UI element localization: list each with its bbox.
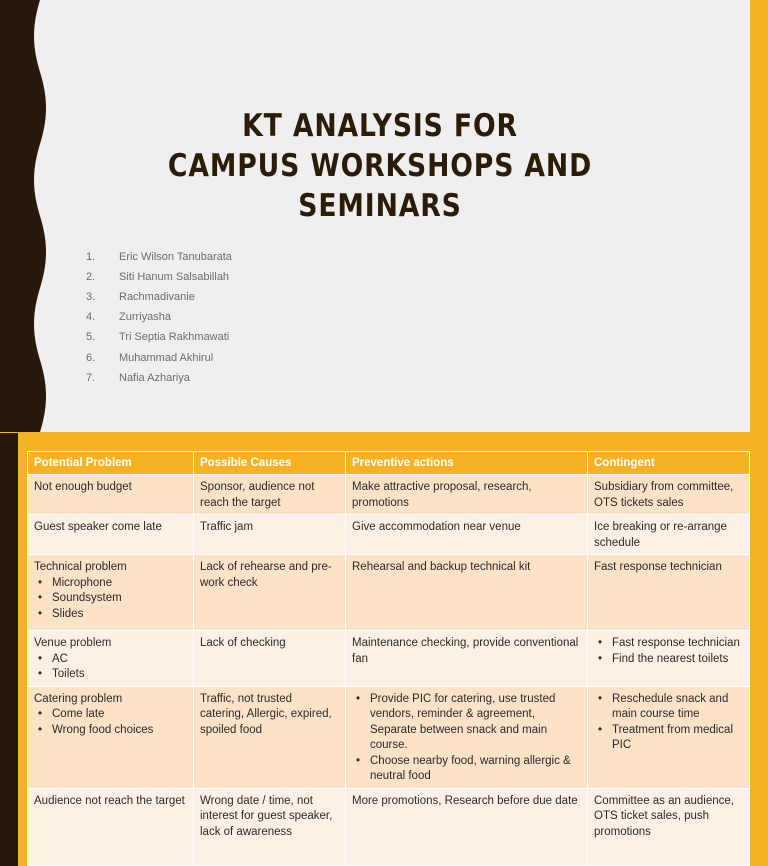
member-item: [86, 368, 232, 388]
member-name: Nafia Azhariya: [119, 371, 190, 384]
cell-possible-causes: Traffic jam: [194, 515, 346, 555]
cell-text: Venue problem: [34, 637, 112, 649]
cell-potential-problem: [28, 515, 194, 555]
cell-text: Catering problem: [34, 692, 123, 705]
member-item: [86, 267, 232, 287]
cell-possible-causes: Wrong date / time, not interest for guest speaker, lack of awareness: [194, 788, 346, 865]
bullet-item: • Treatment from medical PIC: [612, 723, 743, 754]
cell-bullet-list: [34, 707, 187, 738]
header-contingent: Contingent: [588, 452, 750, 475]
header-potential-problem: Potential Problem: [28, 452, 194, 475]
member-number: 4.: [86, 311, 96, 324]
cell-text: More promotions, Research before due date: [352, 794, 578, 807]
cell-preventive-actions: [346, 788, 588, 865]
cell-contingent: [588, 788, 750, 865]
table-row: [28, 686, 750, 788]
cell-potential-problem: [28, 788, 194, 865]
cell-preventive-actions: [346, 555, 588, 631]
cell-preventive-actions: [346, 686, 588, 788]
member-number: 2.: [86, 271, 96, 284]
member-name: Zurriyasha: [119, 311, 171, 324]
bullet-item: • Soundsystem: [52, 591, 187, 607]
member-item: [86, 307, 232, 327]
cell-text: Subsidiary from committee, OTS tickets sales: [594, 481, 734, 509]
cell-contingent: [588, 475, 750, 515]
member-name: Muhammad Akhirul: [119, 351, 214, 364]
member-number: 1.: [86, 251, 96, 264]
bullet-item: • Find the nearest toilets: [612, 652, 743, 668]
cell-possible-causes: Lack of checking: [194, 631, 346, 687]
member-number: 3.: [86, 291, 96, 304]
bullet-item: • Microphone: [52, 576, 187, 592]
cell-potential-problem: [28, 475, 194, 515]
bullet-item: • Provide PIC for catering, use trusted vendors, reminder & agreement, Separate between snack and main course.: [370, 692, 581, 754]
member-item: [86, 247, 232, 267]
cell-bullet-list: [352, 692, 581, 785]
cell-text: Audience not reach the target: [34, 794, 185, 807]
member-number: 7.: [86, 371, 96, 384]
member-item: [86, 287, 232, 307]
cell-potential-problem: [28, 631, 194, 687]
bullet-item: • Come late: [52, 707, 187, 723]
cell-potential-problem: [28, 555, 194, 631]
bullet-item: • Wrong food choices: [52, 723, 187, 739]
bullet-item: • AC: [52, 652, 187, 668]
kt-analysis-table: [27, 451, 750, 866]
cell-text: Technical problem: [34, 561, 127, 573]
member-item: [86, 327, 232, 347]
cell-text: Give accommodation near venue: [352, 521, 521, 533]
table-row: [28, 515, 750, 555]
bullet-item: • Reschedule snack and main course time: [612, 692, 743, 723]
cell-text: Not enough budget: [34, 481, 132, 493]
cell-contingent: [588, 555, 750, 631]
bullet-item: • Slides: [52, 607, 187, 623]
member-name: Siti Hanum Salsabillah: [119, 271, 230, 284]
member-number: 6.: [86, 351, 96, 364]
cell-bullet-list: [594, 692, 743, 754]
member-number: 5.: [86, 331, 96, 344]
kt-analysis-table-slide: [0, 433, 768, 866]
cell-text: Make attractive proposal, research, promotions: [352, 481, 532, 509]
member-name: Tri Septia Rakhmawati: [119, 331, 230, 344]
cell-contingent: [588, 686, 750, 788]
cell-text: Ice breaking or re-arrange schedule: [594, 521, 727, 549]
cell-preventive-actions: [346, 631, 588, 687]
table-header-row: [28, 452, 750, 475]
bullet-item: • Choose nearby food, warning allergic & neutral food: [370, 754, 581, 785]
cell-text: Fast response technician: [594, 561, 722, 573]
bullet-item: • Fast response technician: [612, 636, 743, 652]
table-row: [28, 555, 750, 631]
cell-bullet-list: [594, 636, 743, 667]
cell-possible-causes: Traffic, not trusted catering, Allergic, expired, spoiled food: [194, 686, 346, 788]
cell-text: Committee as an audience, OTS ticket sales, push promotions: [594, 794, 734, 838]
title-line-2: CAMPUS WORKSHOPS AND SEMINARS: [167, 148, 593, 224]
cell-bullet-list: [34, 576, 187, 623]
slide-title: [105, 106, 655, 226]
title-slide: [0, 0, 768, 432]
member-name: Eric Wilson Tanubarata: [119, 251, 232, 264]
cell-preventive-actions: [346, 475, 588, 515]
table-row: [28, 631, 750, 687]
wavy-left-border: [0, 0, 70, 432]
member-list: [86, 247, 232, 388]
cell-contingent: [588, 515, 750, 555]
table-body: [28, 475, 750, 866]
cell-bullet-list: [34, 652, 187, 683]
cell-text: Maintenance checking, provide conventional fan: [352, 637, 579, 665]
cell-contingent: [588, 631, 750, 687]
header-possible-causes: Possible Causes: [194, 452, 346, 475]
cell-potential-problem: [28, 686, 194, 788]
cell-possible-causes: Sponsor, audience not reach the target: [194, 475, 346, 515]
table-row: [28, 788, 750, 865]
header-preventive-actions: Preventive actions: [346, 452, 588, 475]
table-row: [28, 475, 750, 515]
right-accent-strip: [750, 0, 768, 432]
member-name: Rachmadivanie: [119, 291, 195, 304]
cell-text: Guest speaker come late: [34, 521, 162, 533]
left-accent-strip: [0, 433, 18, 866]
member-item: [86, 347, 232, 367]
cell-text: Rehearsal and backup technical kit: [352, 561, 531, 573]
bullet-item: • Toilets: [52, 667, 187, 683]
cell-preventive-actions: [346, 515, 588, 555]
title-line-1: KT ANALYSIS FOR: [242, 108, 518, 144]
cell-possible-causes: Lack of rehearse and pre-work check: [194, 555, 346, 631]
